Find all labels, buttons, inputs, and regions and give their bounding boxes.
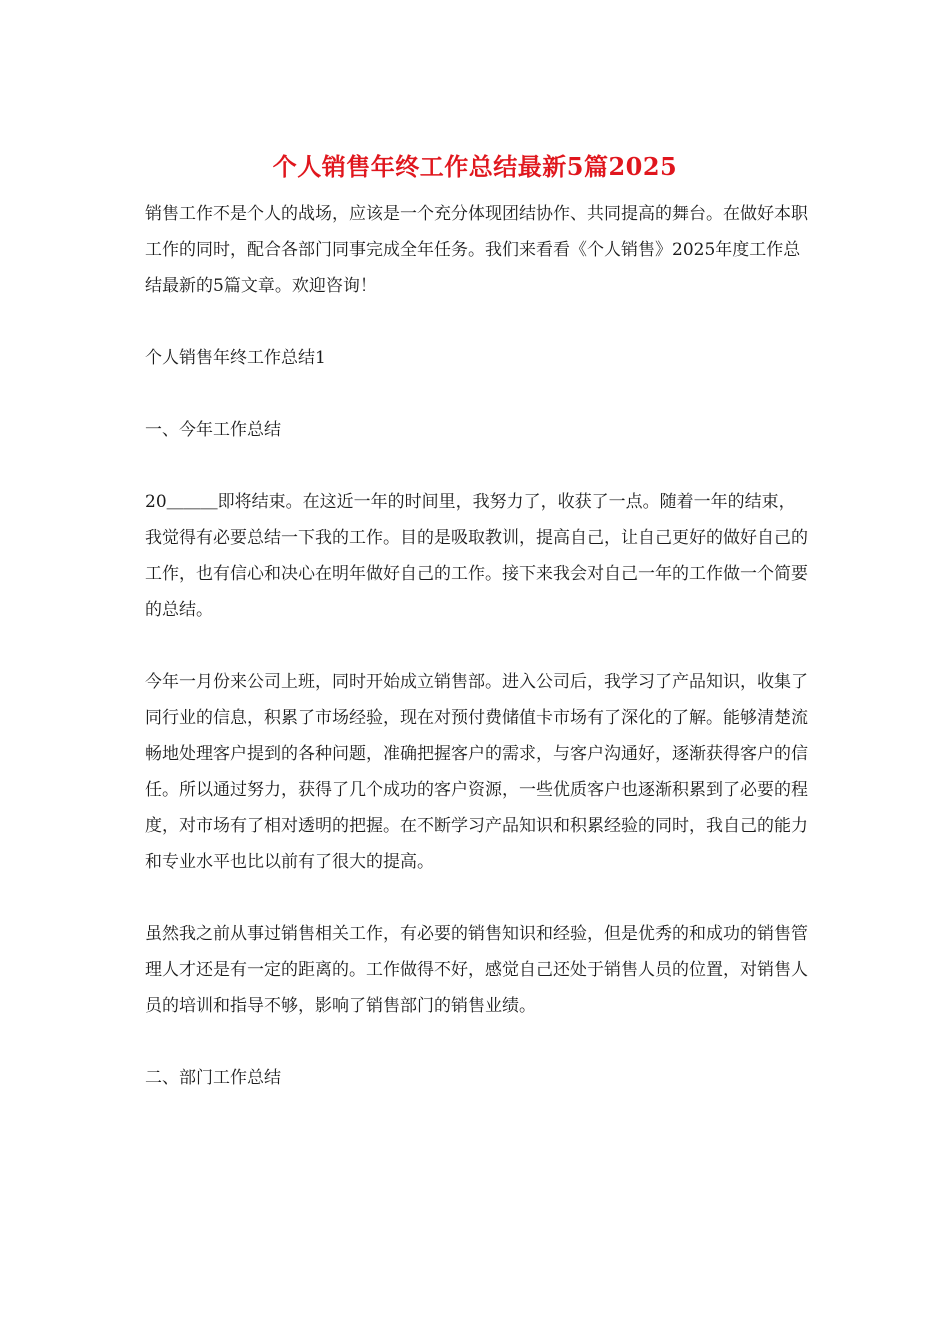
document-title: 个人销售年终工作总结最新5篇2025 [272, 152, 678, 181]
section-heading: 二、部门工作总结 [145, 1068, 281, 1088]
paragraph-gap [145, 376, 810, 412]
paragraph-gap [145, 628, 810, 664]
body-paragraph: 虽然我之前从事过销售相关工作，有必要的销售知识和经验，但是优秀的和成功的销售管理人才还是有一定的距离的。工作做得不好，感觉自己还处于销售人员的位置，对销售人员的培训和指导不够，影响了销售部门的销售业绩。 [145, 924, 808, 1016]
document-body [145, 196, 810, 1096]
section-heading: 一、今年工作总结 [145, 420, 281, 440]
body-paragraph: 今年一月份来公司上班，同时开始成立销售部。进入公司后，我学习了产品知识，收集了同行业的信息，积累了市场经验，现在对预付费储值卡市场有了深化的了解。能够清楚流畅地处理客户提到的各种问题，准确把握客户的需求，与客户沟通好，逐渐获得客户的信任。所以通过努力，获得了几个成功的客户资源，一些优质客户也逐渐积累到了必要的程度，对市场有了相对透明的把握。在不断学习产品知识和积累经验的同时，我自己的能力和专业水平也比以前有了很大的提高。 [145, 672, 808, 872]
article-heading: 个人销售年终工作总结1 [145, 348, 326, 368]
paragraph-gap [145, 448, 810, 484]
paragraph-gap [145, 304, 810, 340]
intro-paragraph: 销售工作不是个人的战场，应该是一个充分体现团结协作、共同提高的舞台。在做好本职工作的同时，配合各部门同事完成全年任务。我们来看看《个人销售》2025年度工作总结最新的5篇文章。欢迎咨询！ [145, 204, 808, 296]
paragraph-gap [145, 880, 810, 916]
body-paragraph: 20＿＿＿即将结束。在这近一年的时间里，我努力了，收获了一点。随着一年的结束，我觉得有必要总结一下我的工作。目的是吸取教训，提高自己，让自己更好的做好自己的工作，也有信心和决心在明年做好自己的工作。接下来我会对自己一年的工作做一个简要的总结。 [145, 492, 808, 620]
paragraph-gap [145, 1024, 810, 1060]
